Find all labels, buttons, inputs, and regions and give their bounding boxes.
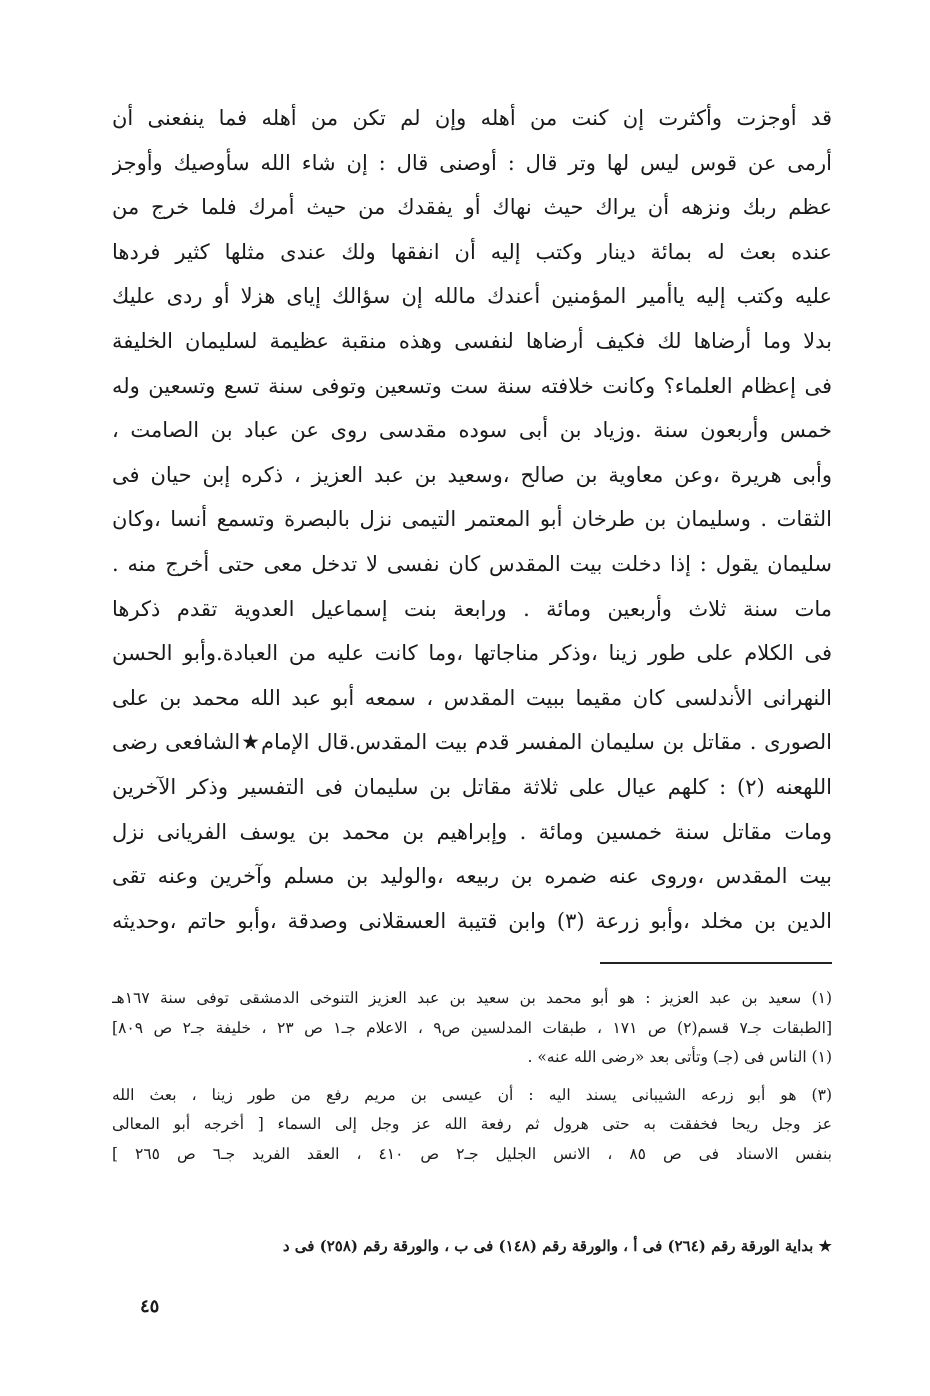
footnote-line: [الطبقات جـ٧ قسم(٢) ص ١٧١ ، طبقات المدلسين ص٩ ، الاعلام جـ١ ص ٢٣ ، خليفة جـ٢ ص ٨٠٩] [112,1018,832,1037]
text-line: خمس وأربعون سنة .وزياد بن أبى سوده مقدسى روى عن عباد بن الصامت ، [112,418,832,443]
footnote-block-1 [112,984,832,1073]
text-line: وأبى هريرة ،وعن معاوية بن صالح ،وسعيد بن عبد العزيز ، ذكره إبن حيان فى [112,462,832,487]
footnote-line: (٣) هو أبو زرعه الشيبانى يسند اليه : أن عيسى بن مريم رفع من طور زينا ، بعث الله [112,1085,832,1104]
text-line: فى إعظام العلماء؟ وكانت خلافته سنة ست وتسعين وتوفى سنة تسع وتسعين وله [112,373,832,398]
text-line: بيت المقدس ،وروى عنه ضمره بن ربيعه ،والوليد بن مسلم وآخرين وعنه تقى [112,864,832,889]
text-line: النهرانى الأندلسى كان مقيما ببيت المقدس ، سمعه أبو عبد الله محمد بن على [112,685,832,710]
text-line: قد أوجزت وأكثرت إن كنت من أهله وإن لم تكن من أهله فما ينفعنى أن [112,106,832,130]
manuscript-folio-note: ★ بداية الورقة رقم (٢٦٤) فى أ ، والورقة رقم (١٤٨) فى ب ، والورقة رقم (٢٥٨) فى د [282,1237,832,1255]
footnote-line: عز وجل ريحا فخفقت به حتى هرول ثم رفعة الله عز وجل إلى السماء [ أخرجه أبو المعالى [112,1115,832,1133]
page-number: ٤٥ [140,1296,160,1317]
text-line: فى الكلام على طور زينا ،وذكر مناجاتها ،وما كانت عليه من العبادة.وأبو الحسن [112,641,832,666]
footnote-block-2 [112,1081,832,1170]
footnote-line: (١) الناس فى (جـ) وتأتى بعد «رضى الله عنه» . [527,1048,832,1066]
text-line: بدلا وما أرضاها لك فكيف أرضاها لنفسى وهذه منقبة عظيمة لسليمان الخليفة [112,328,832,353]
footnote-separator [600,962,832,964]
text-line: اللهعنه (٢) : كلهم عيال على ثلاثة مقاتل بن سليمان فى التفسير وذكر الآخرين [112,774,832,799]
text-line: ومات مقاتل سنة خمسين ومائة . وإبراهيم بن محمد بن يوسف الفريانى نزل [112,819,832,844]
footnotes [112,984,832,1169]
text-line: الثقات . وسليمان بن طرخان أبو المعتمر التيمى نزل بالبصرة وتسمع أنسا ،وكان [112,507,832,532]
text-line: الدين بن مخلد ،وأبو زرعة (٣) وابن قتيبة العسقلانى وصدقة ،وأبو حاتم ،وحديثه [112,908,832,933]
text-line: مات سنة ثلاث وأربعين ومائة . ورابعة بنت إسماعيل العدوية تقدم ذكرها [112,596,832,621]
text-line: سليمان يقول : إذا دخلت بيت المقدس كان نفسى لا تدخل معى حتى أخرج منه . [112,551,832,576]
footnote-line: (١) سعيد بن عبد العزيز : هو أبو محمد بن سعيد بن عبد العزيز التنوخى الدمشقى توفى سنة ١٦٧هـ [112,989,832,1007]
footnote-gap [112,1073,832,1081]
text-line: أرمى عن قوس ليس لها وتر قال : أوصنى قال : إن شاء الله سأوصيك وأوجز [112,150,832,175]
footnote-line: بنفس الاسناد فى ص ٨٥ ، الانس الجليل جـ٢ ص ٤١٠ ، العقد الفريد جـ٦ ص ٢٦٥ ] [112,1144,832,1163]
text-line: عنده بعث له بمائة دينار وكتب إليه أن انفقها ولك عندى مثلها كثير فردها [112,239,832,264]
text-line: عليه وكتب إليه ياأمير المؤمنين أعندك مالله إن سؤالك إياى هزلا أو ردى عليك [112,284,832,309]
text-line: الصورى . مقاتل بن سليمان المفسر قدم بيت المقدس.قال الإمام★الشافعى رضى [112,730,832,755]
main-text [112,96,832,943]
text-line: عظم ربك ونزهه أن يراك حيث نهاك أو يفقدك من حيث أمرك فلما خرج من [112,195,832,220]
